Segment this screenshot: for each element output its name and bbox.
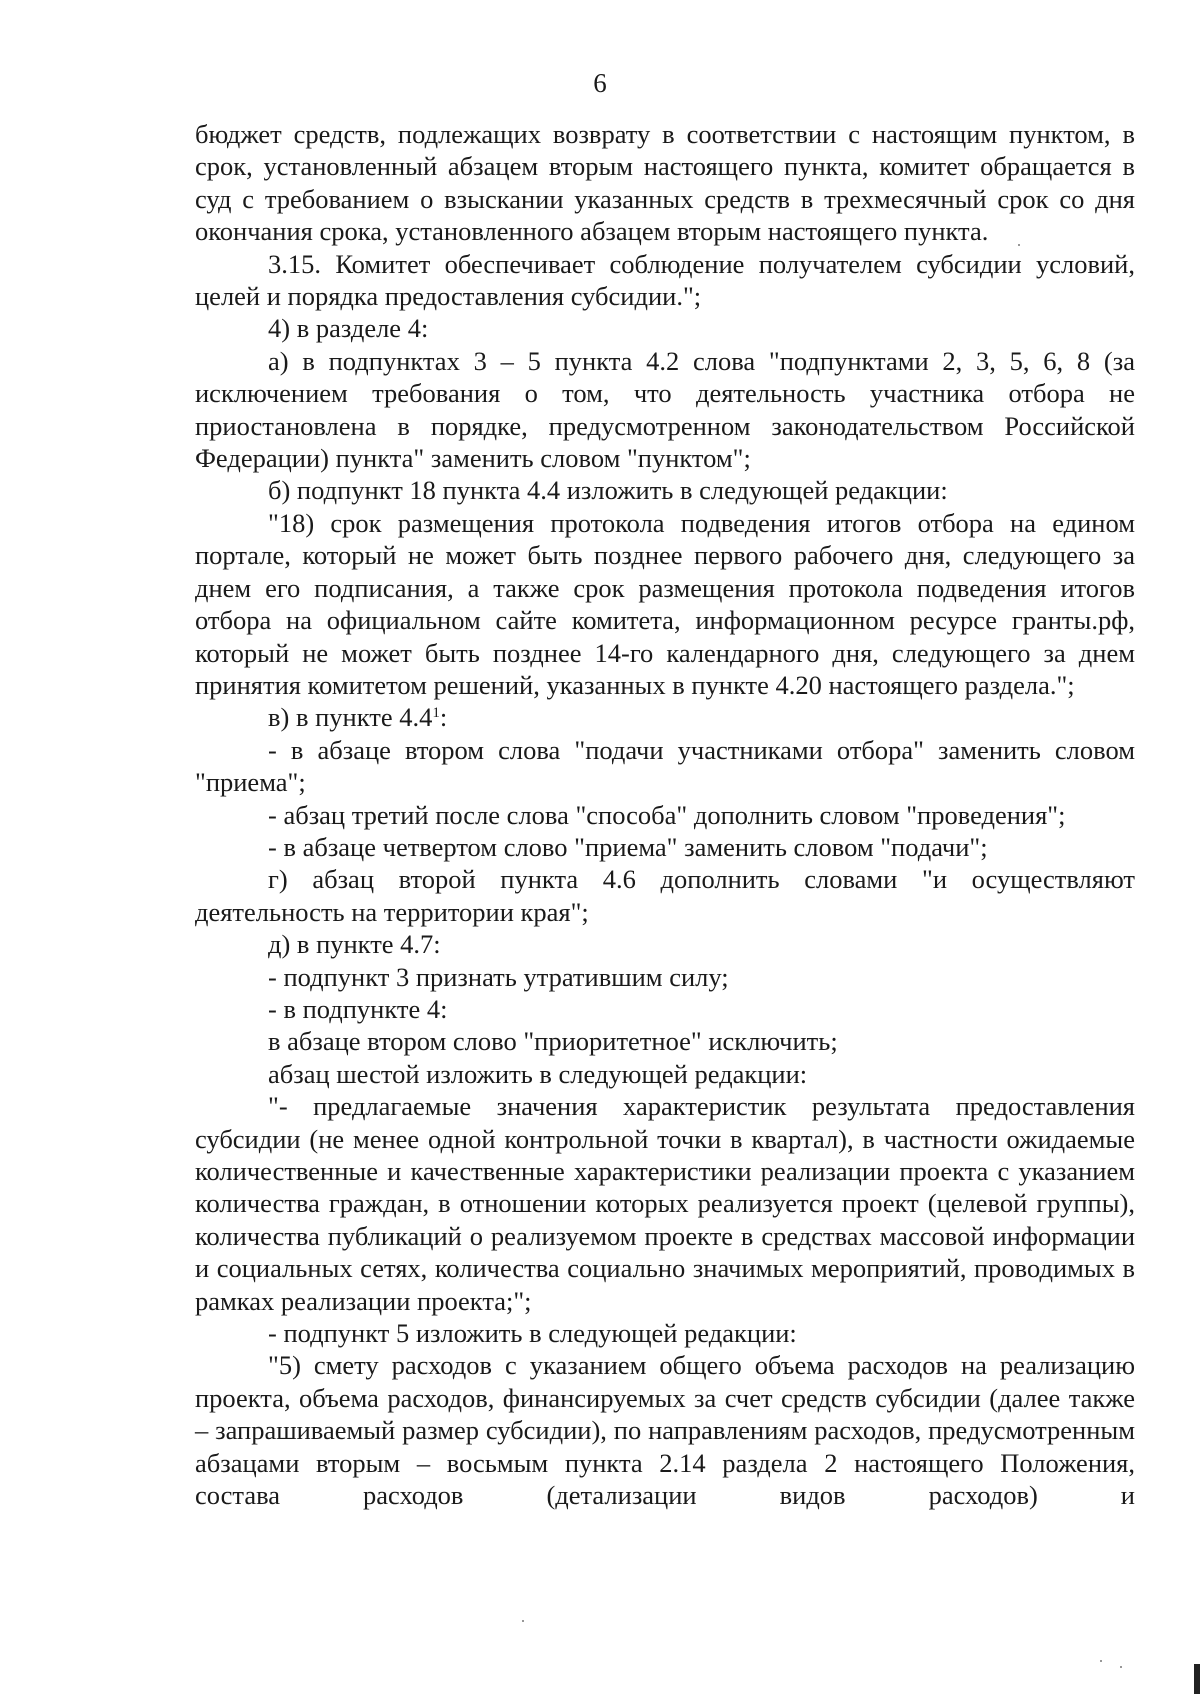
paragraph <box>195 701 1135 733</box>
scan-edge-mark <box>1194 1664 1200 1694</box>
paragraph: д) в пункте 4.7: <box>268 929 441 960</box>
paragraph: а) в подпунктах 3 – 5 пункта 4.2 слова "подпунктами 2, 3, 5, 6, 8 (за исключением требования о том, что деятельность участника отбора не приостановлена в порядке, предусмотренном законодательством Российской Федерации) пункта" заменить словом "пунктом"; <box>195 345 1135 474</box>
paragraph: 3.15. Комитет обеспечивает соблюдение получателем субсидии условий, целей и порядка предоставления субсидии."; <box>195 248 1135 312</box>
scan-speck <box>1120 1666 1122 1668</box>
paragraph: "18) срок размещения протокола подведения итогов отбора на едином портале, который не может быть позднее первого рабочего дня, следующего за днем его подписания, а также срок размещения протокола подведения итогов отбора на официальном сайте комитета, информационном ресурсе гранты.рф, который не может быть позднее 14-го календарного дня, следующего за днем принятия комитетом решений, указанных в пункте 4.20 настоящего раздела."; <box>195 507 1135 700</box>
paragraph: "- предлагаемые значения характеристик результата предоставления субсидии (не менее одной контрольной точки в квартал), в частности ожидаемые количественные и качественные характеристики реализации проекта с указанием количества граждан, в отношении которых реализуется проект (целевой группы), количества публикаций о реализуемом проекте в средствах массовой информации и социальных сетях, количества социально значимых мероприятий, проводимых в рамках реализации проекта;"; <box>195 1091 1135 1316</box>
scan-speck <box>522 1620 524 1622</box>
page-number: 6 <box>593 68 607 98</box>
footnote-superscript: 1 <box>432 705 440 722</box>
paragraph: б) подпункт 18 пункта 4.4 изложить в следующей редакции: <box>268 475 948 506</box>
scan-speck <box>1100 1660 1102 1662</box>
paragraph: - абзац третий после слова "способа" дополнить словом "проведения"; <box>268 799 1066 830</box>
paragraph-text: в) в пункте 4.4 <box>268 702 433 733</box>
paragraph: - в абзаце втором слова "подачи участниками отбора" заменить словом "приема"; <box>195 734 1135 798</box>
paragraph: абзац шестой изложить в следующей редакции: <box>268 1058 808 1089</box>
paragraph: - подпункт 3 признать утратившим силу; <box>268 961 729 992</box>
paragraph: г) абзац второй пункта 4.6 дополнить словами "и осуществляют деятельность на территории края"; <box>195 864 1135 927</box>
paragraph: - подпункт 5 изложить в следующей редакции: <box>268 1318 797 1349</box>
paragraph: - в подпункте 4: <box>268 993 448 1024</box>
paragraph: "5) смету расходов с указанием общего объема расходов на реализацию проекта, объема расходов, финансируемых за счет средств субсидии (далее также – запрашиваемый размер субсидии), по направлениям расходов, предусмотренным абзацами вторым – восьмым пункта 2.14 раздела 2 настоящего Положения, состава расходов (детализации видов расходов) и <box>195 1350 1135 1511</box>
paragraph: в абзаце втором слово "приоритетное" исключить; <box>268 1026 838 1057</box>
paragraph: бюджет средств, подлежащих возврату в соответствии с настоящим пунктом, в срок, установленный абзацем вторым настоящего пункта, комитет обращается в суд с требованием о взыскании указанных средств в трехмесячный срок со дня окончания срока, установленного абзацем вторым настоящего пункта. <box>195 119 1135 247</box>
paragraph-text-tail: : <box>439 702 448 733</box>
document-body <box>195 118 1135 1511</box>
paragraph: 4) в разделе 4: <box>268 313 429 344</box>
paragraph: - в абзаце четвертом слово "приема" заменить словом "подачи"; <box>268 831 988 862</box>
scan-speck <box>1018 244 1020 246</box>
